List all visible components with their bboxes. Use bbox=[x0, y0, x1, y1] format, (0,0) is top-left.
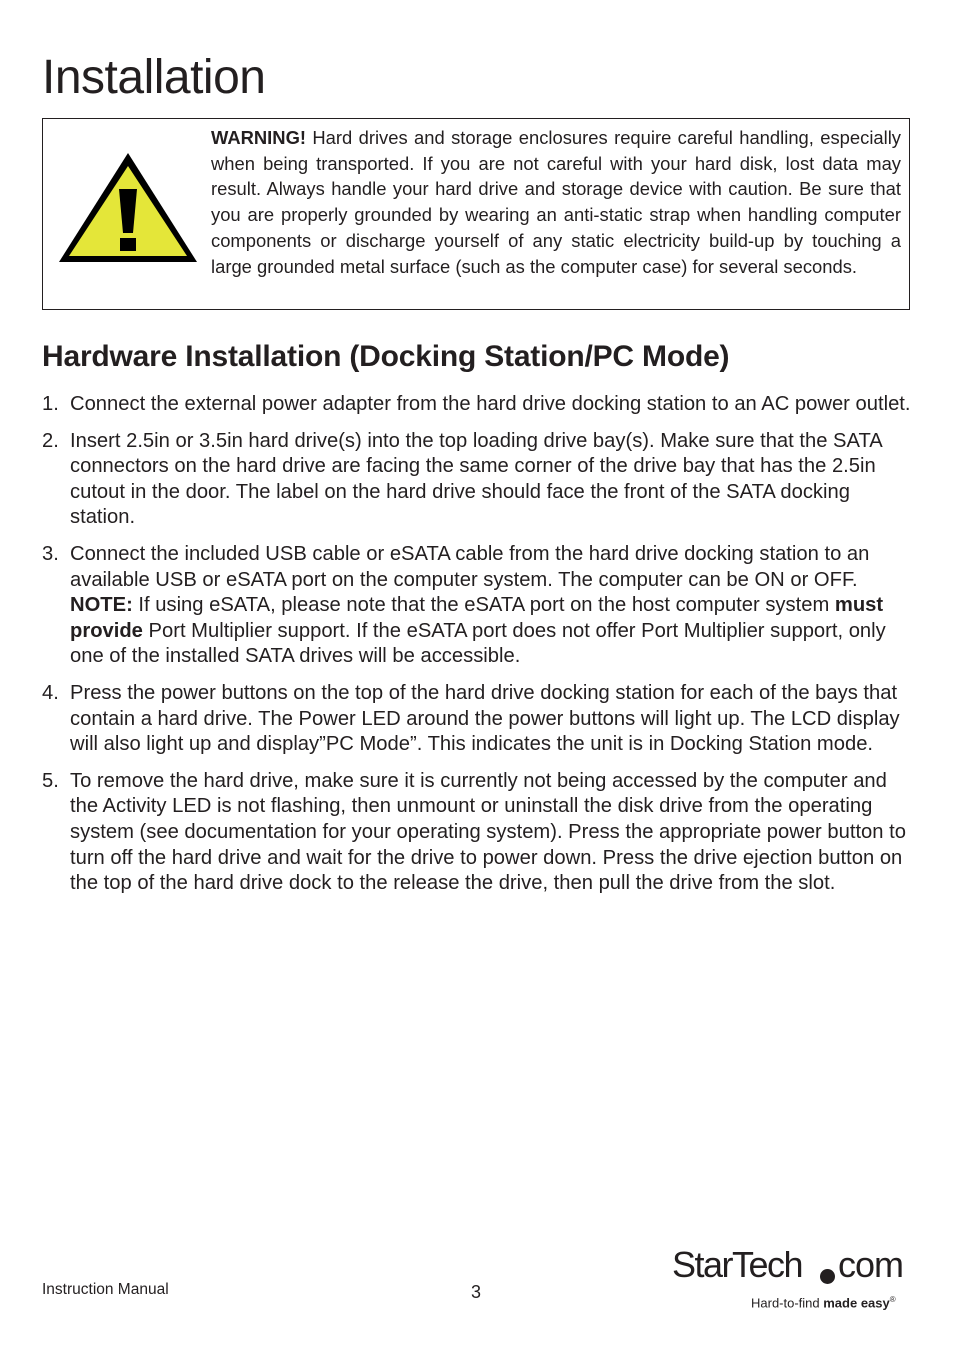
step-text: Press the power buttons on the top of the hard drive docking station for each of the bays that contain a hard drive. The Power LED around the power buttons will light up. The LCD display will also light up and display”PC Mode”. This indicates the unit is in Docking Station mode. bbox=[70, 681, 900, 756]
note-emphasis: must provide bbox=[70, 594, 884, 642]
logo-suffix: com bbox=[838, 1244, 904, 1285]
section-heading: Hardware Installation (Docking Station/PC Mode) bbox=[42, 340, 730, 373]
step-number: 3. bbox=[42, 542, 59, 565]
step-text: Insert 2.5in or 3.5in hard drive(s) into the top loading drive bay(s). Make sure that the SATA connectors on the hard drive are facing the same corner of the drive bay that has the 2.5in cutout in the door. The label on the hard drive should face the front of the SATA docking station. bbox=[70, 429, 882, 529]
step-item bbox=[42, 681, 912, 758]
step-number: 5. bbox=[42, 769, 59, 792]
warning-triangle-icon bbox=[55, 149, 201, 267]
step-text: Connect the external power adapter from the hard drive docking station to an AC power outlet. bbox=[70, 393, 911, 415]
installation-steps bbox=[42, 392, 912, 908]
note-text: If using eSATA, please note that the eSATA port on the host computer system bbox=[132, 594, 835, 617]
step-item bbox=[42, 542, 912, 670]
step-text: Connect the included USB cable or eSATA cable from the hard drive docking station to an available USB or eSATA port on the computer system. The computer can be ON or OFF. bbox=[70, 542, 870, 591]
step-item bbox=[42, 392, 912, 418]
step-number: 1. bbox=[42, 393, 59, 415]
step-item bbox=[42, 429, 912, 531]
step-text: To remove the hard drive, make sure it is currently not being accessed by the computer and the Activity LED is not flashing, then unmount or uninstall the disk drive from the operating system (see documentation for your operating system). Press the appropriate power button to turn off the hard drive and wait for the drive to power down. Press the drive ejection button on the top of the hard drive dock to the release the drive, then pull the drive from the slot. bbox=[70, 769, 906, 895]
logo-tagline: Hard-to-find made easy® bbox=[751, 1295, 896, 1311]
warning-label: WARNING! bbox=[211, 127, 307, 148]
logo-wordmark: StarTech bbox=[672, 1244, 803, 1285]
logo-dot-icon bbox=[820, 1269, 835, 1284]
page-number: 3 bbox=[471, 1282, 482, 1302]
page-title: Installation bbox=[42, 51, 266, 104]
footer-label: Instruction Manual bbox=[42, 1281, 169, 1298]
startech-logo bbox=[672, 1244, 912, 1316]
step-number: 4. bbox=[42, 681, 59, 704]
step-item bbox=[42, 769, 912, 897]
step-number: 2. bbox=[42, 429, 59, 452]
note-text: Port Multiplier support. If the eSATA port does not offer Port Multiplier support, only one of the installed SATA drives will be accessible. bbox=[70, 619, 886, 668]
warning-text bbox=[211, 125, 901, 279]
note-label: NOTE: bbox=[70, 594, 133, 617]
warning-box bbox=[42, 118, 910, 310]
warning-body: Hard drives and storage enclosures require careful handling, especially when being transported. If you are not careful with your hard disk, lost data may result. Always handle your hard drive and storage device with caution. Be sure that you are properly grounded by wearing an anti-static strap when handling computer components or discharge yourself of any static electricity build-up by touching a large grounded metal surface (such as the computer case) for several seconds. bbox=[211, 127, 901, 277]
